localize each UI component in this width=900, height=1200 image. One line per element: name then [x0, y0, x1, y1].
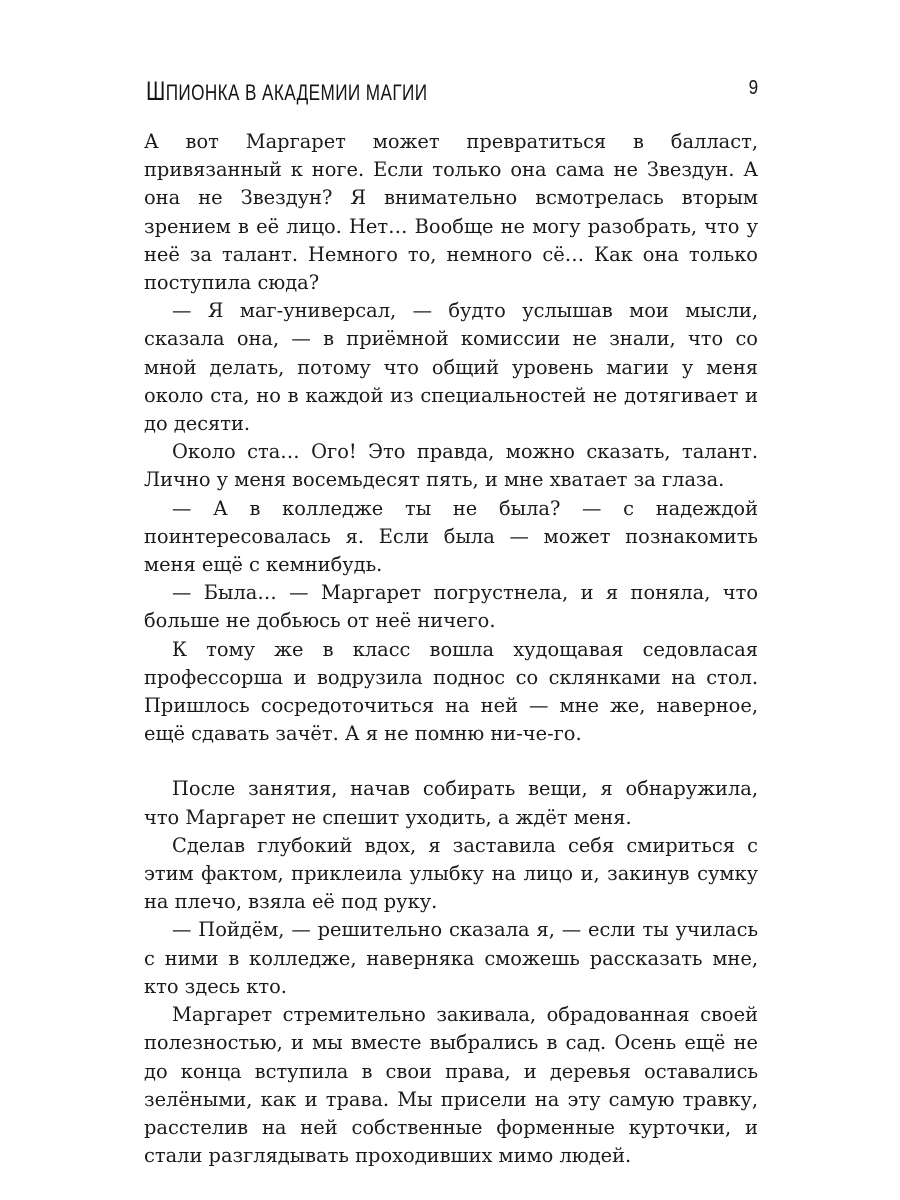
paragraph: — Была… — Маргарет погрустнела, и я поняла, что больше не добьюсь от неё ничего. — [144, 581, 758, 633]
paragraph: Маргарет стремительно закивала, обрадованная своей полезностью, и мы вместе выбрались в сад. Осень ещё не до конца вступила в свои права, и деревья оставались зелёными, как и трава. Мы присели на эту самую травку, расстелив на ней собственные форменные курточки, и стали разглядывать проходивших мимо людей. — [144, 1003, 758, 1168]
paragraph: А вот Маргарет может превратиться в балласт, привязанный к ноге. Если только она сама не Звездун. А она не Звездун? Я внимательно всмотрелась вторым зрением в её лицо. Нет… Вообще не могу разобрать, что у неё за талант. Немного то, немного сё… Как она только поступила сюда? — [144, 130, 758, 295]
paragraph: — Пойдём, — решительно сказала я, — если ты училась с ними в колледже, наверняка сможешь рассказать мне, кто здесь кто. — [144, 918, 758, 998]
paragraph: Сделав глубокий вдох, я заставила себя смириться с этим фактом, приклеила улыбку на лицо и, закинув сумку на плечо, взяла её под руку. — [144, 833, 758, 914]
book-title-rest: ПИОНКА В АКАДЕМИИ МАГИИ — [165, 80, 428, 105]
paragraph: После занятия, начав собирать вещи, я обнаружила, что Маргарет не спешит уходить, а ждёт меня. — [144, 777, 758, 829]
book-title — [146, 76, 427, 107]
paragraph: — А в колледже ты не была? — с надеждой поинтересовалась я. Если была — может познакомить меня ещё с кемнибудь. — [144, 496, 758, 577]
paragraph: — Я маг-универсал, — будто услышав мои мысли, сказала она, — в приёмной комиссии не знали, что со мной делать, потому что общий уровень магии у меня около ста, но в каждой из специальностей не дотягивает и до десяти. — [144, 299, 758, 436]
paragraph: Около ста… Ого! Это правда, можно сказать, талант. Лично у меня восемьдесят пять, и мне хватает за глаза. — [144, 440, 758, 492]
page-number: 9 — [748, 77, 758, 99]
section-break — [144, 748, 758, 775]
running-head — [146, 74, 758, 110]
body-text — [144, 128, 758, 1170]
book-title-initial: Ш — [146, 76, 166, 106]
paragraph: К тому же в класс вошла худощавая седовласая профессорша и водрузила поднос со склянками на стол. Пришлось сосредоточиться на ней — мне же, наверное, ещё сдавать зачёт. А я не помню ни-че-го. — [144, 637, 758, 746]
